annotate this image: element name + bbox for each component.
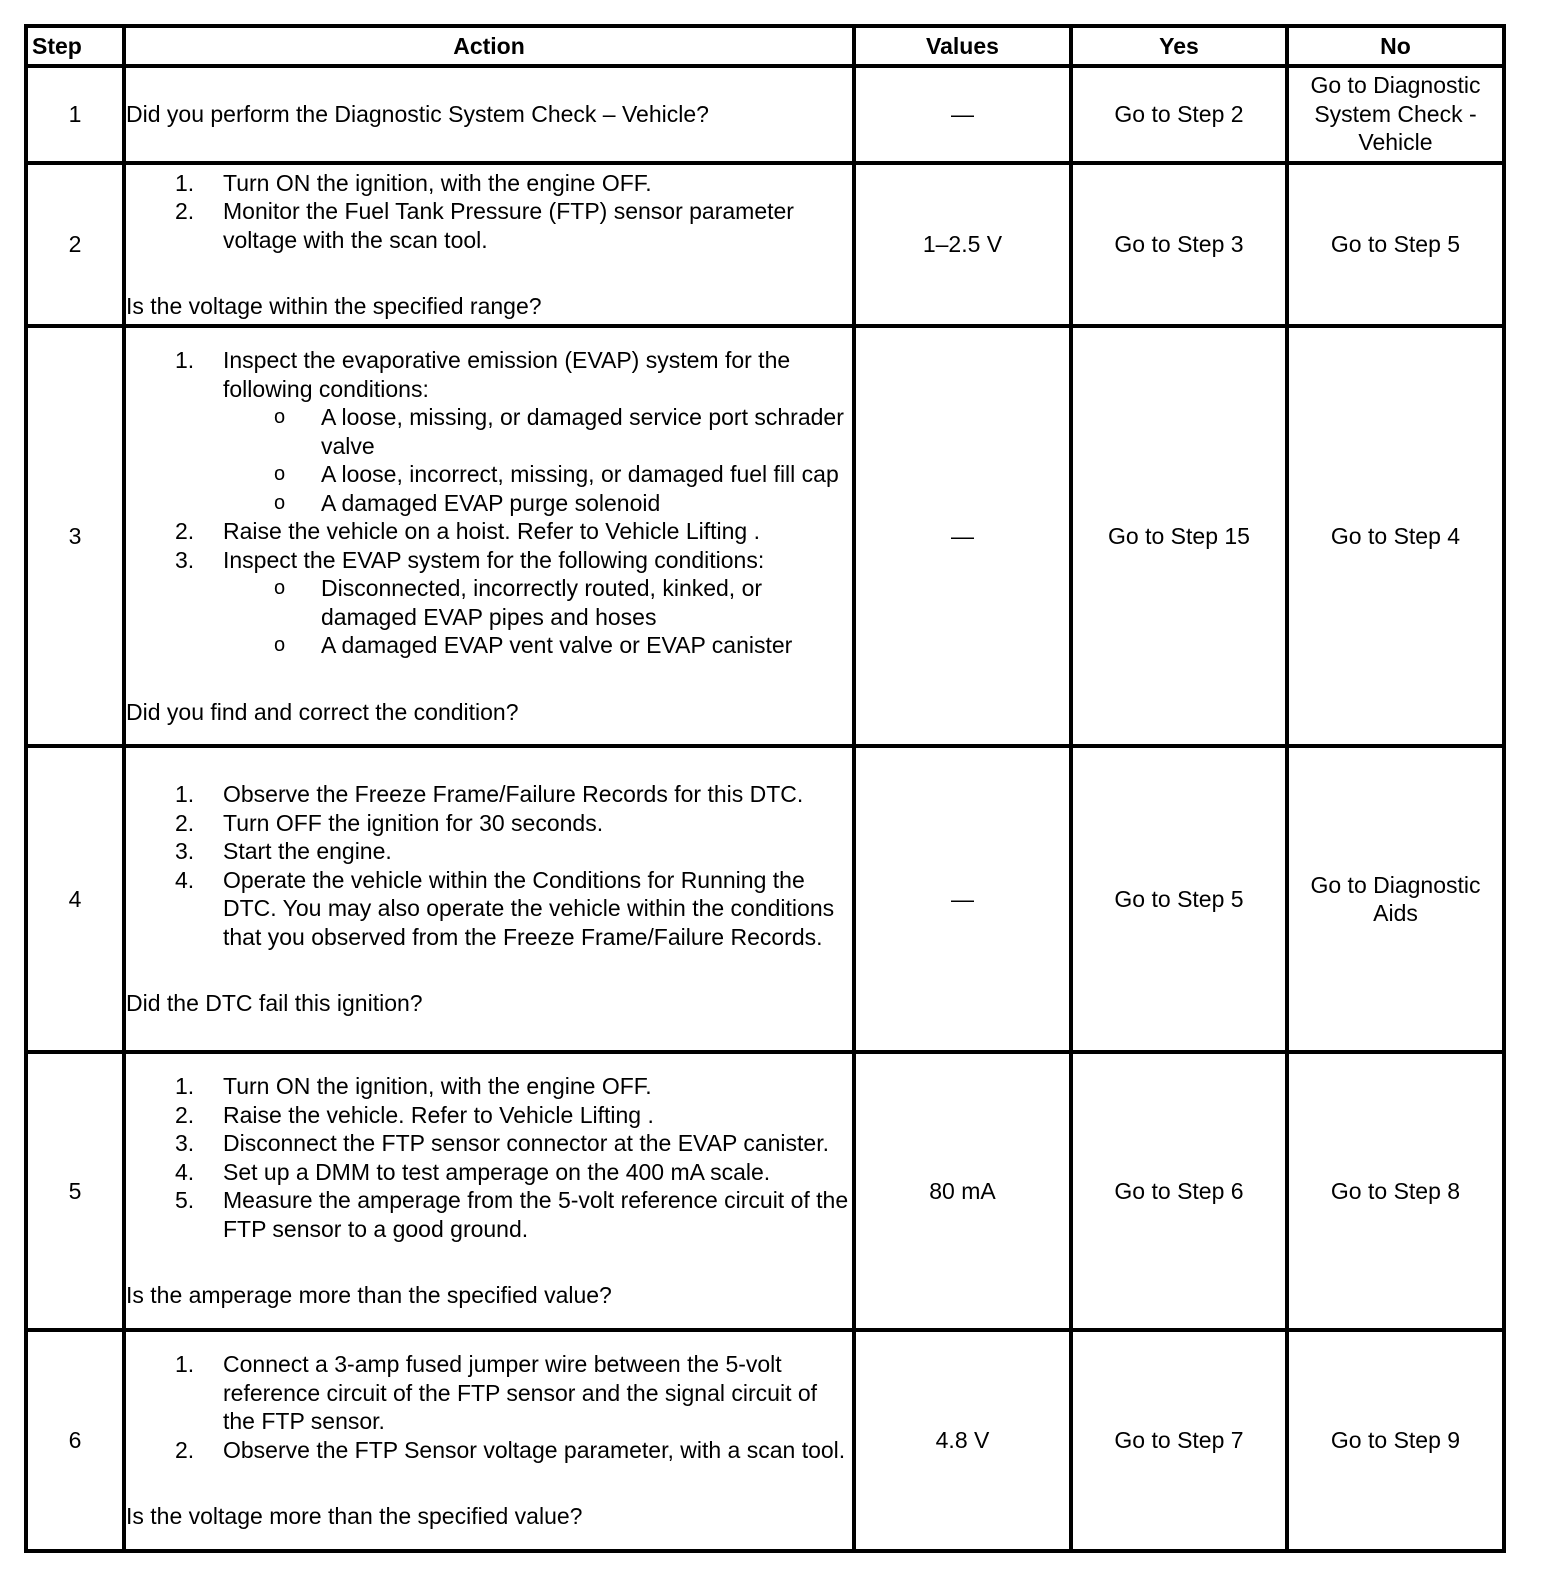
action-step: 1. Connect a 3-amp fused jumper wire between the 5-volt reference circuit of the FTP sensor and the signal circuit of the FTP sensor. (175, 1351, 818, 1435)
action-steps (126, 346, 852, 660)
action-step: 2. Turn OFF the ignition for 30 seconds. (175, 809, 604, 836)
yes-cell: Go to Step 7 (1071, 1330, 1287, 1551)
action-step: 1. Turn ON the ignition, with the engine OFF. (175, 169, 652, 196)
diagnostic-table (24, 24, 1506, 1553)
question-text: Is the voltage within the specified range? (126, 293, 542, 319)
value-cell: 1–2.5 V (854, 163, 1071, 326)
action-step: 1. Turn ON the ignition, with the engine OFF. (175, 1073, 652, 1100)
action-cell (124, 746, 854, 1052)
table-row (26, 1330, 1504, 1551)
step-number: 6 (26, 1330, 124, 1551)
no-cell: Go to Step 9 (1287, 1330, 1504, 1551)
sub-list (223, 574, 852, 660)
question-text: Is the amperage more than the specified value? (126, 1282, 612, 1309)
action-step: 2. Observe the FTP Sensor voltage parameter, with a scan tool. (175, 1436, 846, 1463)
action-step: 5. Measure the amperage from the 5-volt reference circuit of the FTP sensor to a good ground. (175, 1187, 849, 1242)
table-row (26, 746, 1504, 1052)
action-cell (124, 326, 854, 746)
action-steps (126, 1350, 852, 1464)
action-cell (124, 1052, 854, 1330)
step-number: 3 (26, 326, 124, 746)
action-step: 3. Start the engine. (175, 838, 392, 865)
header-action: Action (124, 26, 854, 66)
no-cell: Go to Step 4 (1287, 326, 1504, 746)
value-cell: — (854, 66, 1071, 163)
yes-cell: Go to Step 6 (1071, 1052, 1287, 1330)
question-text: Did you find and correct the condition? (126, 698, 519, 725)
action-step: 4. Set up a DMM to test amperage on the 400 mA scale. (175, 1158, 771, 1185)
question-text: Is the voltage more than the specified value? (126, 1503, 583, 1530)
header-row (26, 26, 1504, 66)
table-row (26, 1052, 1504, 1330)
value-cell: 4.8 V (854, 1330, 1071, 1551)
sub-item: o Disconnected, incorrectly routed, kinked, or damaged EVAP pipes and hoses (274, 575, 763, 630)
no-cell: Go to Step 5 (1287, 163, 1504, 326)
action-step: 2. Raise the vehicle on a hoist. Refer to Vehicle Lifting . (175, 518, 760, 544)
header-step: Step (26, 26, 124, 66)
sub-item: o A loose, incorrect, missing, or damaged fuel fill cap (274, 461, 839, 487)
action-step: 4. Operate the vehicle within the Conditions for Running the DTC. You may also operate the vehicle within the conditions that you observed from the Freeze Frame/Failure Records. (175, 866, 835, 950)
action-cell (124, 66, 854, 163)
action-step: 2. Raise the vehicle. Refer to Vehicle Lifting . (175, 1101, 654, 1128)
table-row (26, 66, 1504, 163)
sub-item: o A damaged EVAP vent valve or EVAP canister (274, 632, 793, 658)
action-steps (126, 1072, 852, 1243)
step-number: 1 (26, 66, 124, 163)
header-yes: Yes (1071, 26, 1287, 66)
yes-cell: Go to Step 5 (1071, 746, 1287, 1052)
question-text: Did the DTC fail this ignition? (126, 990, 423, 1017)
no-cell: Go to Diagnostic System Check - Vehicle (1287, 66, 1504, 163)
no-cell: Go to Diagnostic Aids (1287, 746, 1504, 1052)
question-text: Did you perform the Diagnostic System Check – Vehicle? (126, 101, 709, 128)
yes-cell: Go to Step 15 (1071, 326, 1287, 746)
value-cell: 80 mA (854, 1052, 1071, 1330)
value-cell: — (854, 326, 1071, 746)
action-cell (124, 1330, 854, 1551)
yes-cell: Go to Step 2 (1071, 66, 1287, 163)
yes-cell: Go to Step 3 (1071, 163, 1287, 326)
value-cell: — (854, 746, 1071, 1052)
action-step: 1. Observe the Freeze Frame/Failure Records for this DTC. (175, 781, 804, 808)
step-number: 4 (26, 746, 124, 1052)
action-steps (126, 169, 852, 255)
step-number: 5 (26, 1052, 124, 1330)
action-step: 3. Disconnect the FTP sensor connector at the EVAP canister. (175, 1130, 829, 1157)
action-steps (126, 780, 852, 951)
header-values: Values (854, 26, 1071, 66)
sub-list (223, 403, 852, 517)
no-cell: Go to Step 8 (1287, 1052, 1504, 1330)
action-cell (124, 163, 854, 326)
action-step: 2. Monitor the Fuel Tank Pressure (FTP) sensor parameter voltage with the scan tool. (175, 198, 794, 253)
step-number: 2 (26, 163, 124, 326)
action-step: 1. Inspect the evaporative emission (EVAP) system for the following conditions: o A loose, missing, or damaged service port schrader valve o A loose, incorrect, missing, or damaged fuel fill cap o A damaged EVAP purge solenoid (126, 346, 852, 517)
table-row (26, 163, 1504, 326)
header-no: No (1287, 26, 1504, 66)
sub-item: o A damaged EVAP purge solenoid (274, 489, 661, 516)
action-step: 3. Inspect the EVAP system for the following conditions: o Disconnected, incorrectly routed, kinked, or damaged EVAP pipes and hoses o A damaged EVAP vent valve or EVAP canister (126, 546, 852, 660)
sub-item: o A loose, missing, or damaged service port schrader valve (274, 404, 844, 459)
table-row (26, 326, 1504, 746)
